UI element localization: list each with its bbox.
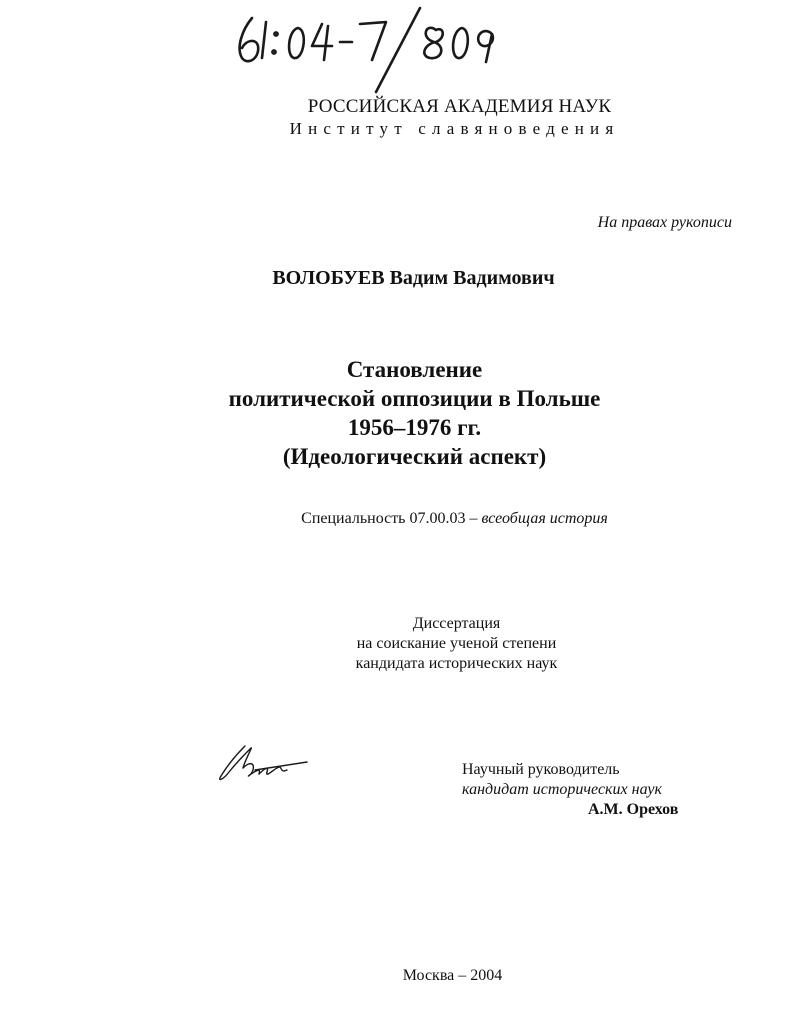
dissertation-statement: [57, 614, 799, 674]
supervisor-block: [462, 760, 678, 820]
specialty-label: Специальность 07.00.03 –: [301, 510, 478, 527]
supervisor-degree: кандидат исторических наук: [462, 781, 662, 798]
dissertation-line: на соискание ученой степени: [356, 635, 557, 652]
manuscript-rights-note: На правах рукописи: [597, 214, 732, 231]
institute-name: Институт славяноведения: [289, 119, 620, 138]
title-line: политической оппозиции в Польше: [228, 386, 601, 411]
specialty-line: [55, 510, 799, 528]
academy-name: РОССИЙСКАЯ АКАДЕМИЯ НАУК: [307, 96, 612, 117]
title-line: Становление: [346, 357, 483, 382]
author-name: ВОЛОБУЕВ Вадим Вадимович: [272, 267, 555, 289]
handwritten-signature: [215, 740, 310, 790]
dissertation-line: кандидата исторических наук: [355, 655, 558, 672]
dissertation-title: [15, 355, 799, 471]
handwritten-archive-code: [230, 0, 530, 110]
title-line: (Идеологический аспект): [282, 444, 547, 469]
city-year: Москва – 2004: [402, 967, 503, 984]
dissertation-line: Диссертация: [412, 615, 501, 632]
title-line: 1956–1976 гг.: [347, 415, 482, 440]
specialty-field: всеобщая история: [481, 510, 608, 527]
supervisor-role: Научный руководитель: [462, 761, 620, 778]
supervisor-name: А.М. Орехов: [588, 801, 679, 818]
